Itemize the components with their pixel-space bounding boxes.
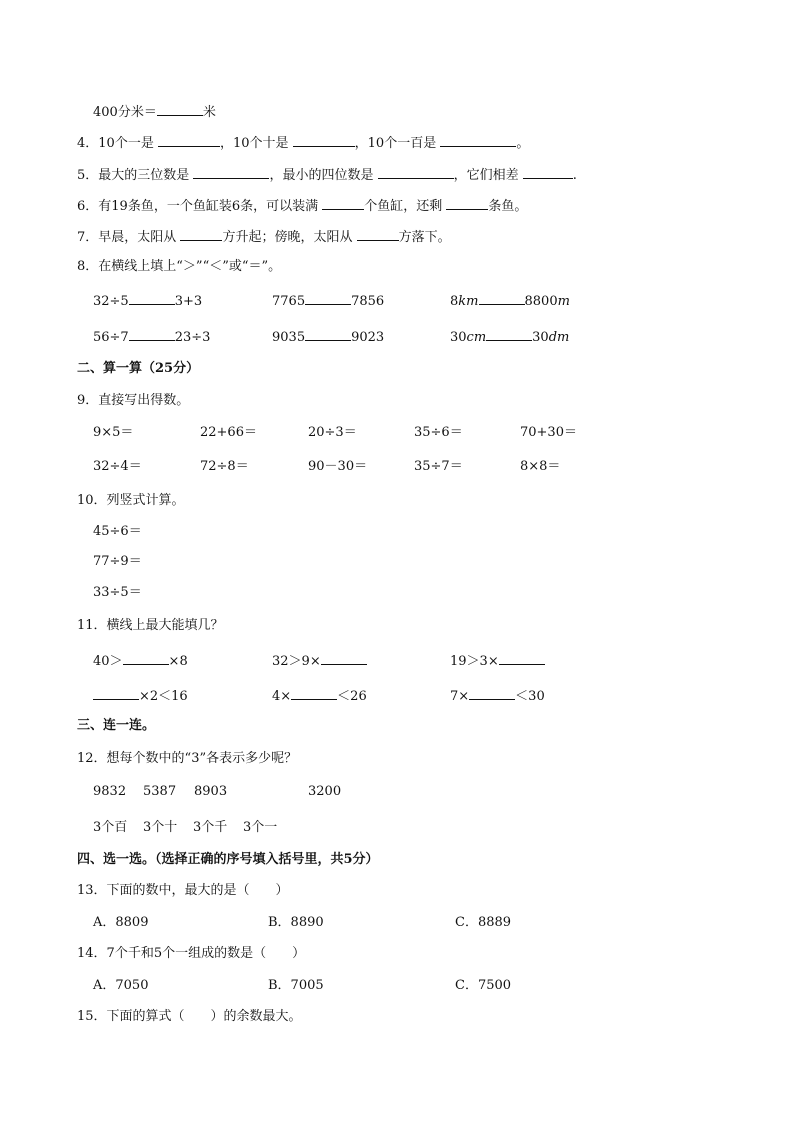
q11-item-1-blank[interactable] (123, 651, 169, 665)
q11-item-1-post: ×8 (168, 654, 188, 669)
q9-line (77, 392, 189, 410)
q8-item-3-right: 8800 (524, 294, 558, 309)
q11-item-3-pre: 19＞3× (450, 654, 499, 669)
q8-item-4-left: 56÷7 (93, 330, 129, 345)
q8-item-6-left-unit: cm (466, 330, 487, 345)
q4-part-b: ，10个十是 (219, 136, 289, 151)
q4-blank-2[interactable] (293, 133, 355, 147)
q8-item-6-right-unit: dm (548, 330, 570, 345)
q11-item-5 (272, 686, 367, 706)
q8-item-3 (450, 291, 570, 311)
q5-blank-3[interactable] (523, 165, 573, 179)
q3-unit: 米 (202, 105, 216, 120)
q11-item-2-blank[interactable] (321, 651, 367, 665)
q11-item-1 (93, 651, 188, 671)
q12-number-4[interactable]: 3200 (308, 784, 342, 799)
q3-blank[interactable] (157, 102, 203, 116)
q11-item-2 (272, 651, 367, 671)
q9-item-2[interactable]: 22+66＝ (200, 425, 257, 440)
q12-answer-4[interactable]: 3个一 (243, 820, 278, 835)
q8-item-6-right: 30 (532, 330, 549, 345)
q8-text: 在横线上填上“＞”“＜”或“＝”。 (98, 259, 282, 274)
q7-blank-1[interactable] (180, 227, 222, 241)
q8-item-5-blank[interactable] (305, 327, 351, 341)
q3-expr: 400分米＝ (93, 105, 157, 120)
q11-item-4-blank[interactable] (93, 686, 139, 700)
q13-line (77, 882, 289, 900)
q9-item-1[interactable]: 9×5＝ (93, 425, 134, 440)
q11-item-5-pre: 4× (272, 689, 292, 704)
q4-end: 。 (516, 136, 530, 151)
q8-item-3-blank[interactable] (479, 291, 525, 305)
q9-item-6[interactable]: 32÷4＝ (93, 459, 142, 474)
q9-item-3[interactable]: 20÷3＝ (308, 425, 357, 440)
q12-text: 想每个数中的“3”各表示多少呢？ (106, 751, 298, 766)
q5-blank-1[interactable] (193, 165, 269, 179)
q13-option-b[interactable]: B．8890 (268, 915, 324, 930)
q7-part-b: 方升起；傍晚，太阳从 (222, 230, 353, 245)
q8-line (77, 258, 281, 276)
q10-number: 10． (77, 493, 107, 508)
q4-blank-3[interactable] (440, 133, 516, 147)
q11-text: 横线上最大能填几？ (106, 618, 224, 633)
q5-part-c: ，它们相差 (453, 168, 519, 183)
q14-text: 7个千和5个一组成的数是（ ） (106, 946, 306, 961)
q5-end: . (572, 168, 577, 183)
q8-item-5-right: 9023 (351, 330, 385, 345)
q6-number: 6． (77, 199, 99, 214)
q11-line (77, 617, 224, 635)
q11-item-4 (93, 686, 188, 706)
q9-item-10[interactable]: 8×8＝ (520, 459, 561, 474)
q14-option-a[interactable]: A．7050 (93, 978, 149, 993)
q15-line (77, 1008, 302, 1026)
q12-answer-2[interactable]: 3个十 (143, 820, 178, 835)
q10-item-2[interactable]: 77÷9＝ (93, 554, 142, 569)
q4-part-a: 10个一是 (98, 136, 154, 151)
q10-item-1[interactable]: 45÷6＝ (93, 524, 142, 539)
q7-part-c: 方落下。 (398, 230, 451, 245)
q13-number: 13． (77, 883, 107, 898)
section-3-heading: 三、连一连。 (77, 718, 156, 733)
q11-number: 11． (77, 618, 107, 633)
q10-item-3[interactable]: 33÷5＝ (93, 585, 142, 600)
q11-item-3 (450, 651, 545, 671)
q6-blank-2[interactable] (446, 196, 488, 210)
q8-item-5-left: 9035 (272, 330, 306, 345)
q8-item-1-left: 32÷5 (93, 294, 129, 309)
q12-line (77, 750, 297, 768)
q8-item-2 (272, 291, 384, 311)
q11-item-3-blank[interactable] (499, 651, 545, 665)
q7-part-a: 早晨，太阳从 (98, 230, 177, 245)
q7-blank-2[interactable] (357, 227, 399, 241)
q8-item-3-left-unit: km (458, 294, 479, 309)
q4-line (77, 133, 529, 153)
q14-number: 14． (77, 946, 107, 961)
q11-item-5-post: ＜26 (337, 689, 367, 704)
q10-text: 列竖式计算。 (106, 493, 185, 508)
q9-number: 9． (77, 393, 99, 408)
q9-text: 直接写出得数。 (98, 393, 190, 408)
q12-number-1[interactable]: 9832 (93, 784, 127, 799)
q11-item-4-post: ×2＜16 (139, 689, 188, 704)
q6-part-a: 有19条鱼，一个鱼缸装6条，可以装满 (98, 199, 319, 214)
q9-item-7[interactable]: 72÷8＝ (200, 459, 249, 474)
q8-item-2-right: 7856 (351, 294, 385, 309)
q12-answer-1[interactable]: 3个百 (93, 820, 128, 835)
q8-item-6-blank[interactable] (486, 327, 532, 341)
q5-blank-2[interactable] (378, 165, 454, 179)
q11-item-6-blank[interactable] (469, 686, 515, 700)
q15-text: 下面的算式（ ）的余数最大。 (106, 1009, 302, 1024)
q11-item-6-post: ＜30 (515, 689, 545, 704)
section-2-heading: 二、算一算（25分） (77, 361, 200, 376)
q8-item-1 (93, 291, 202, 311)
q8-number: 8． (77, 259, 99, 274)
q8-item-3-left: 8 (450, 294, 459, 309)
q14-option-b[interactable]: B．7005 (268, 978, 324, 993)
q11-item-2-pre: 32＞9× (272, 654, 321, 669)
q9-item-9[interactable]: 35÷7＝ (414, 459, 463, 474)
q8-item-3-right-unit: m (557, 294, 570, 309)
q8-item-2-left: 7765 (272, 294, 306, 309)
q9-item-5[interactable]: 70+30＝ (520, 425, 577, 440)
q6-blank-1[interactable] (322, 196, 364, 210)
q14-option-c[interactable]: C．7500 (455, 978, 512, 993)
q12-answer-3[interactable]: 3个千 (193, 820, 228, 835)
q8-item-4 (93, 327, 210, 347)
q8-item-4-blank[interactable] (129, 327, 175, 341)
q6-line (77, 196, 527, 216)
q15-number: 15． (77, 1009, 107, 1024)
q13-option-c[interactable]: C．8889 (455, 915, 512, 930)
q8-item-1-blank[interactable] (129, 291, 175, 305)
q8-item-2-blank[interactable] (305, 291, 351, 305)
q12-number-2[interactable]: 5387 (143, 784, 177, 799)
q11-item-1-pre: 40＞ (93, 654, 123, 669)
q7-number: 7． (77, 230, 99, 245)
q5-part-a: 最大的三位数是 (98, 168, 190, 183)
q5-number: 5． (77, 168, 99, 183)
q6-part-b: 个鱼缸，还剩 (364, 199, 443, 214)
q10-line (77, 492, 185, 510)
q4-part-c: ，10个一百是 (354, 136, 437, 151)
q9-item-4[interactable]: 35÷6＝ (414, 425, 463, 440)
q8-item-6-left: 30 (450, 330, 467, 345)
q8-item-6 (450, 327, 569, 347)
q9-item-8[interactable]: 90－30＝ (308, 459, 368, 474)
q13-text: 下面的数中，最大的是（ ） (106, 883, 289, 898)
section-4-heading: 四、选一选。（选择正确的序号填入括号里，共5分） (77, 852, 379, 867)
q8-item-1-right: 3+3 (174, 294, 203, 309)
q5-part-b: ，最小的四位数是 (269, 168, 374, 183)
q6-part-c: 条鱼。 (488, 199, 528, 214)
q4-blank-1[interactable] (158, 133, 220, 147)
q11-item-6 (450, 686, 545, 706)
q12-number-3[interactable]: 8903 (194, 784, 228, 799)
q7-line (77, 227, 451, 247)
q13-option-a[interactable]: A．8809 (93, 915, 149, 930)
q11-item-5-blank[interactable] (291, 686, 337, 700)
q8-item-4-right: 23÷3 (174, 330, 211, 345)
q11-item-6-pre: 7× (450, 689, 470, 704)
q12-number: 12． (77, 751, 107, 766)
q8-item-5 (272, 327, 384, 347)
q3-line (93, 102, 216, 122)
q14-line (77, 945, 305, 963)
q5-line (77, 165, 577, 185)
q4-number: 4． (77, 136, 99, 151)
